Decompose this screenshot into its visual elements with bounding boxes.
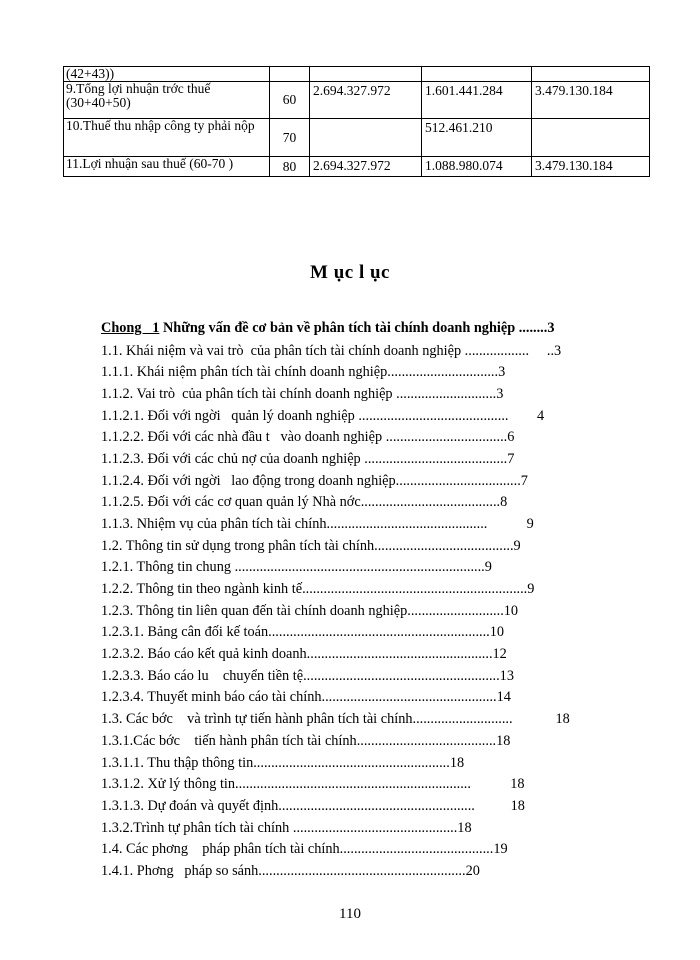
toc-entry bbox=[101, 343, 561, 359]
toc-entry-text: 1.4. Các phơng pháp phân tích tài chính...........................................19 bbox=[101, 841, 508, 857]
toc-entry-text: 1.1.2.5. Đối với các cơ quan quản lý Nhà nớc.......................................8 bbox=[101, 494, 508, 510]
toc-entry-text: 1.2.3.4. Thuyết minh báo cáo tài chính.................................................14 bbox=[101, 689, 511, 705]
row-code-cell: 60 bbox=[270, 82, 310, 119]
toc-entry bbox=[101, 559, 492, 575]
toc-entry-text: 1.3.1.1. Thu thập thông tin.......................................................18 bbox=[101, 755, 465, 771]
toc-entry bbox=[101, 711, 570, 727]
page-number: 110 bbox=[339, 906, 361, 922]
toc-entry bbox=[101, 689, 511, 705]
toc-entry bbox=[101, 863, 480, 879]
toc-entry bbox=[101, 538, 521, 554]
toc-entry bbox=[101, 494, 507, 510]
toc-entry bbox=[101, 776, 525, 792]
row-value-cell bbox=[422, 67, 532, 82]
row-value-cell: 512.461.210 bbox=[422, 119, 532, 157]
toc-entry-text: 1.2.3.3. Báo cáo lu chuyển tiền tệ.......................................................13 bbox=[101, 668, 514, 684]
toc-entry-text: 1.2.1. Thông tin chung ......................................................................9 bbox=[101, 559, 492, 575]
toc-entry-text: 1.2. Thông tin sử dụng trong phân tích tài chính.......................................9 bbox=[101, 538, 521, 554]
row-value-cell: 2.694.327.972 bbox=[310, 82, 422, 119]
toc-entry bbox=[101, 364, 505, 380]
row-code-cell: 70 bbox=[270, 119, 310, 157]
toc-entry-text: 1.2.3. Thông tin liên quan đến tài chính doanh nghiệp...........................10 bbox=[101, 603, 519, 619]
row-value-cell: 3.479.130.184 bbox=[532, 157, 650, 177]
row-value-cell bbox=[310, 67, 422, 82]
row-value-cell bbox=[532, 119, 650, 157]
row-label-cell: 10.Thuế thu nhập công ty phải nộp bbox=[64, 119, 270, 157]
toc-entry-text: 1.3. Các bớc và trình tự tiến hành phân tích tài chính............................ 18 bbox=[101, 711, 570, 727]
toc-entry-text: 1.1. Khái niệm và vai trò của phân tích tài chính doanh nghiệp .................. ..3 bbox=[101, 343, 562, 359]
toc-entry-text: 1.1.1. Khái niệm phân tích tài chính doanh nghiệp...............................3 bbox=[101, 364, 506, 380]
row-value-cell bbox=[532, 67, 650, 82]
table-row bbox=[64, 157, 650, 177]
toc-entry bbox=[101, 429, 514, 445]
toc-entry bbox=[101, 581, 534, 597]
row-value-cell: 1.601.441.284 bbox=[422, 82, 532, 119]
toc-entry-text: 1.2.2. Thông tin theo ngành kinh tế...............................................................9 bbox=[101, 581, 535, 597]
toc-entry-text: 1.1.2.4. Đối với ngời lao động trong doanh nghiệp...................................7 bbox=[101, 473, 528, 489]
toc-entry bbox=[101, 516, 534, 532]
toc-chapter-entry bbox=[101, 320, 554, 336]
toc-entry bbox=[101, 733, 510, 749]
toc-entry-text: 1.3.1.3. Dự đoán và quyết định....................................................... 18 bbox=[101, 798, 525, 814]
toc-entry-text: 1.3.1.2. Xử lý thông tin.................................................................. 18 bbox=[101, 776, 525, 792]
row-value-cell: 3.479.130.184 bbox=[532, 82, 650, 119]
toc-entry bbox=[101, 668, 514, 684]
toc-entry-text: 1.1.2.2. Đối với các nhà đầu t vào doanh nghiệp ..................................6 bbox=[101, 429, 515, 445]
toc-entry-text: 1.2.3.1. Bảng cân đối kế toán..............................................................10 bbox=[101, 624, 505, 640]
toc-entry-text: 1.3.2.Trình tự phân tích tài chính ..............................................18 bbox=[101, 820, 472, 836]
row-code-cell: 80 bbox=[270, 157, 310, 177]
toc-entry-text: 1.1.2.1. Đối với ngời quản lý doanh nghiệp .......................................... 4 bbox=[101, 408, 545, 424]
toc-entry bbox=[101, 386, 503, 402]
toc-entry-text: 1.1.3. Nhiệm vụ của phân tích tài chính............................................. 9 bbox=[101, 516, 534, 532]
toc-entry bbox=[101, 841, 508, 857]
row-value-cell bbox=[310, 119, 422, 157]
toc-entry bbox=[101, 820, 472, 836]
toc-entry-text: Những vấn đề cơ bản về phân tích tài chính doanh nghiệp ........3 bbox=[159, 320, 555, 336]
toc-entry bbox=[101, 473, 528, 489]
toc-entry bbox=[101, 451, 514, 467]
table-row bbox=[64, 67, 650, 82]
table-row bbox=[64, 119, 650, 157]
chapter-label: Chong 1 bbox=[101, 320, 160, 336]
toc-title: M ục l ục bbox=[310, 262, 390, 283]
toc-entry bbox=[101, 603, 518, 619]
financial-table bbox=[63, 66, 650, 177]
toc-entry-text: 1.1.2. Vai trò của phân tích tài chính doanh nghiệp ............................3 bbox=[101, 386, 504, 402]
toc-entry bbox=[101, 646, 507, 662]
toc-entry-text: 1.1.2.3. Đối với các chủ nợ của doanh nghiệp ........................................7 bbox=[101, 451, 515, 467]
toc-entry-text: 1.3.1.Các bớc tiến hành phân tích tài chính.......................................18 bbox=[101, 733, 511, 749]
toc-entry bbox=[101, 408, 544, 424]
toc-entry bbox=[101, 624, 504, 640]
toc-entry bbox=[101, 755, 464, 771]
row-label-cell: (42+43)) bbox=[64, 67, 270, 82]
row-value-cell: 1.088.980.074 bbox=[422, 157, 532, 177]
toc-entry-text: 1.2.3.2. Báo cáo kết quả kinh doanh....................................................12 bbox=[101, 646, 507, 662]
row-value-cell: 2.694.327.972 bbox=[310, 157, 422, 177]
table-row bbox=[64, 82, 650, 119]
toc-entry bbox=[101, 798, 525, 814]
row-label-cell: 11.Lợi nhuận sau thuế (60-70 ) bbox=[64, 157, 270, 177]
row-code-cell bbox=[270, 67, 310, 82]
row-label-cell: 9.Tổng lợi nhuận trớc thuế (30+40+50) bbox=[64, 82, 270, 119]
toc-entry-text: 1.4.1. Phơng pháp so sánh..........................................................20 bbox=[101, 863, 480, 879]
